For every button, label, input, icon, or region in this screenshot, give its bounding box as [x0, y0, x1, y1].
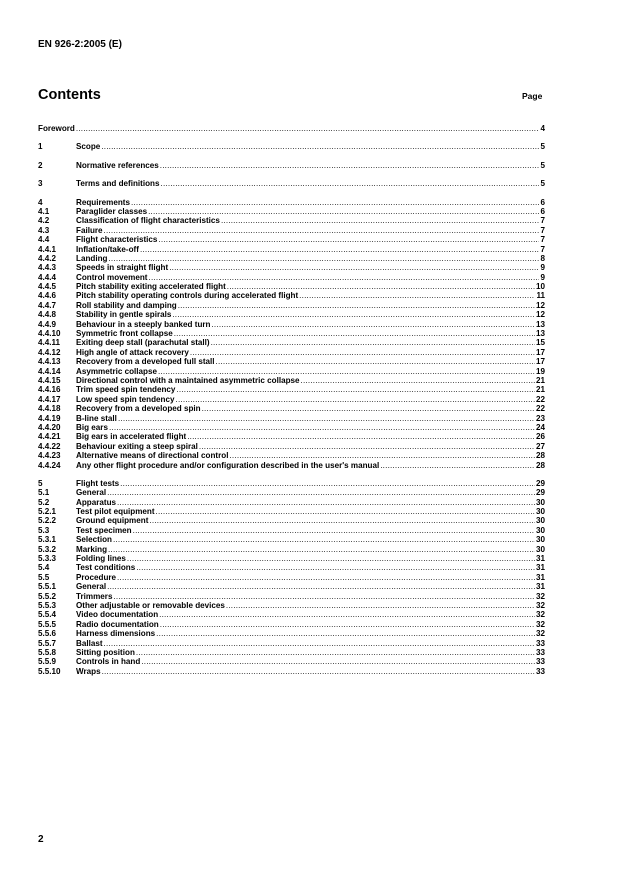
toc-entry-page: 11 — [536, 291, 545, 301]
toc-entry[interactable] — [38, 545, 545, 554]
toc-entry-page: 8 — [540, 253, 545, 263]
toc-entry-page: 19 — [535, 366, 545, 376]
toc-entry-page: 32 — [535, 610, 545, 620]
toc-entry-page: 7 — [540, 244, 545, 254]
toc-entry-title: Pitch stability exiting accelerated flight — [76, 282, 226, 292]
toc-entry-page: 30 — [535, 535, 545, 545]
toc-entry[interactable] — [38, 423, 545, 432]
toc-entry-title: Requirements — [76, 197, 130, 207]
toc-entry[interactable] — [38, 124, 545, 133]
toc-entry-number: 5.5.6 — [38, 629, 57, 639]
toc-entry[interactable] — [38, 629, 545, 638]
toc-dot-leader — [101, 142, 539, 151]
toc-entry-number: 4.4.6 — [38, 291, 57, 301]
toc-dot-leader — [158, 367, 535, 376]
toc-dot-leader — [136, 563, 535, 572]
toc-entry[interactable] — [38, 498, 545, 507]
toc-dot-leader — [120, 479, 535, 488]
toc-entry[interactable] — [38, 554, 545, 563]
toc-dot-leader — [117, 573, 535, 582]
toc-entry-page: 7 — [540, 225, 545, 235]
toc-entry[interactable] — [38, 357, 545, 366]
toc-dot-leader — [131, 198, 540, 207]
toc-entry-number: 5.4 — [38, 563, 50, 573]
toc-entry-page: 5 — [540, 179, 545, 189]
toc-entry[interactable] — [38, 620, 545, 629]
toc-entry[interactable] — [38, 563, 545, 572]
toc-entry-number: 5.2 — [38, 497, 50, 507]
toc-entry[interactable] — [38, 329, 545, 338]
toc-entry-page: 29 — [535, 488, 545, 498]
toc-entry[interactable] — [38, 582, 545, 591]
toc-entry-number: 4.4.14 — [38, 366, 61, 376]
toc-entry-number: 4.3 — [38, 225, 50, 235]
toc-entry[interactable] — [38, 245, 545, 254]
toc-entry-title: Radio documentation — [76, 619, 159, 629]
toc-entry-page: 31 — [535, 582, 545, 592]
toc-entry-number: 5.5.4 — [38, 610, 57, 620]
toc-entry-title: Flight tests — [76, 478, 120, 488]
toc-entry-title: Recovery from a developed full stall — [76, 357, 215, 367]
toc-entry-page: 33 — [535, 647, 545, 657]
toc-entry-page: 7 — [540, 216, 545, 226]
toc-entry-title: Test pilot equipment — [76, 507, 155, 517]
toc-entry[interactable] — [38, 273, 545, 282]
toc-entry[interactable] — [38, 488, 545, 497]
toc-entry-title: Paraglider classes — [76, 206, 148, 216]
toc-entry[interactable] — [38, 367, 545, 376]
toc-dot-leader — [158, 235, 539, 244]
toc-entry[interactable] — [38, 320, 545, 329]
toc-entry-page: 26 — [535, 432, 545, 442]
toc-dot-leader — [299, 291, 535, 300]
toc-entry-page: 7 — [540, 235, 545, 245]
toc-entry-page: 4 — [540, 124, 545, 133]
toc-entry[interactable] — [38, 657, 545, 666]
toc-dot-leader — [216, 357, 535, 366]
toc-entry-title: Controls in hand — [76, 657, 141, 667]
toc-entry[interactable] — [38, 507, 545, 516]
toc-entry-page: 5 — [540, 142, 545, 152]
toc-entry[interactable] — [38, 573, 545, 582]
toc-entry-title: Alternative means of directional control — [76, 451, 229, 461]
toc-entry-title: Wraps — [76, 666, 101, 676]
toc-entry-title: Foreword — [38, 124, 75, 133]
toc-entry-title: Roll stability and damping — [76, 300, 177, 310]
toc-entry[interactable] — [38, 526, 545, 535]
toc-entry-title: Symmetric front collapse — [76, 329, 173, 339]
toc-entry-title: General — [76, 488, 107, 498]
toc-entry-page: 22 — [535, 394, 545, 404]
toc-entry[interactable] — [38, 348, 545, 357]
toc-entry-number: 4.4.8 — [38, 310, 57, 320]
toc-entry-page: 24 — [535, 422, 545, 432]
toc-entry-page: 10 — [535, 282, 545, 292]
toc-entry-title: Ground equipment — [76, 516, 149, 526]
toc-entry[interactable] — [38, 198, 545, 207]
toc-entry-page: 30 — [535, 507, 545, 517]
toc-dot-leader — [113, 592, 535, 601]
toc-entry-title: Low speed spin tendency — [76, 394, 175, 404]
toc-entry-number: 4.4.5 — [38, 282, 57, 292]
toc-entry-number: 4.4.3 — [38, 263, 57, 273]
toc-dot-leader — [199, 442, 535, 451]
toc-entry-page: 12 — [535, 310, 545, 320]
toc-dot-leader — [178, 301, 535, 310]
toc-entry-number: 5.3 — [38, 525, 50, 535]
toc-entry-title: Pitch stability operating controls during accelerated flight — [76, 291, 299, 301]
toc-entry-page: 31 — [535, 572, 545, 582]
toc-entry-page: 17 — [535, 357, 545, 367]
toc-entry[interactable] — [38, 226, 545, 235]
toc-entry[interactable] — [38, 207, 545, 216]
page-column-label: Page — [522, 91, 543, 101]
toc-entry-page: 30 — [535, 497, 545, 507]
toc-entry-number: 4.2 — [38, 216, 50, 226]
toc-entry-title: Other adjustable or removable devices — [76, 600, 225, 610]
toc-dot-leader — [221, 216, 540, 225]
toc-entry[interactable] — [38, 479, 545, 488]
toc-entry[interactable] — [38, 442, 545, 451]
toc-dot-leader — [102, 667, 535, 676]
toc-entry[interactable] — [38, 235, 545, 244]
toc-entry-title: Terms and definitions — [76, 179, 160, 189]
toc-dot-leader — [109, 423, 535, 432]
page-number: 2 — [38, 834, 44, 845]
toc-entry-number: 5.3.1 — [38, 535, 57, 545]
toc-entry[interactable] — [38, 282, 545, 291]
toc-entry-number: 5.5.8 — [38, 647, 57, 657]
toc-entry-title: Sitting position — [76, 647, 135, 657]
toc-entry-title: Big ears — [76, 422, 108, 432]
toc-entry-number: 4.4.12 — [38, 347, 61, 357]
toc-entry-page: 32 — [535, 600, 545, 610]
toc-entry-number: 3 — [38, 179, 43, 189]
toc-entry-title: Selection — [76, 535, 112, 545]
toc-entry-page: 21 — [535, 385, 545, 395]
toc-entry-number: 4.4.4 — [38, 272, 57, 282]
toc-dot-leader — [107, 488, 535, 497]
toc-entry-page: 15 — [535, 338, 545, 348]
toc-entry-page: 21 — [535, 375, 545, 385]
toc-entry-number: 5.3.3 — [38, 554, 57, 564]
toc-dot-leader — [140, 245, 540, 254]
toc-entry-number: 4.4.23 — [38, 451, 61, 461]
toc-entry-title: Stability in gentle spirals — [76, 310, 172, 320]
toc-entry-number: 5.5.9 — [38, 657, 57, 667]
toc-entry[interactable] — [38, 404, 545, 413]
toc-dot-leader — [160, 620, 535, 629]
toc-entry-title: General — [76, 582, 107, 592]
toc-entry-number: 5.2.2 — [38, 516, 57, 526]
toc-entry-title: Recovery from a developed spin — [76, 404, 201, 414]
toc-entry[interactable] — [38, 639, 545, 648]
toc-entry-title: Any other flight procedure and/or configuration described in the user's manual — [76, 460, 380, 470]
toc-entry[interactable] — [38, 395, 545, 404]
toc-entry-title: Failure — [76, 225, 103, 235]
toc-dot-leader — [187, 432, 535, 441]
toc-dot-leader — [159, 610, 535, 619]
toc-dot-leader — [149, 516, 535, 525]
toc-dot-leader — [169, 263, 539, 272]
toc-entry-title: Inflation/take-off — [76, 244, 139, 254]
toc-dot-leader — [136, 648, 535, 657]
toc-entry-number: 4.4.24 — [38, 460, 61, 470]
table-of-contents — [38, 124, 545, 676]
toc-entry-number: 4.4.9 — [38, 319, 57, 329]
toc-entry-title: Apparatus — [76, 497, 117, 507]
toc-entry-title: Ballast — [76, 638, 103, 648]
toc-dot-leader — [133, 526, 535, 535]
toc-entry[interactable] — [38, 414, 545, 423]
toc-entry[interactable] — [38, 376, 545, 385]
toc-dot-leader — [160, 161, 540, 170]
toc-entry-page: 30 — [535, 544, 545, 554]
toc-entry-number: 4.4.22 — [38, 441, 61, 451]
toc-entry-number: 2 — [38, 160, 43, 170]
toc-dot-leader — [174, 329, 535, 338]
toc-entry[interactable] — [38, 592, 545, 601]
toc-entry-number: 5.5.7 — [38, 638, 57, 648]
toc-entry-page: 33 — [535, 666, 545, 676]
toc-entry-title: Procedure — [76, 572, 117, 582]
toc-entry[interactable] — [38, 161, 545, 170]
toc-entry-title: Control movement — [76, 272, 148, 282]
toc-entry-title: Scope — [76, 142, 101, 152]
toc-entry[interactable] — [38, 179, 545, 188]
toc-entry-number: 5.5.10 — [38, 666, 61, 676]
toc-dot-leader — [127, 554, 535, 563]
toc-entry-title: Behaviour exiting a steep spiral — [76, 441, 198, 451]
contents-title: Contents — [38, 87, 101, 103]
toc-entry-page: 13 — [535, 329, 545, 339]
toc-entry-number: 5.2.1 — [38, 507, 57, 517]
toc-dot-leader — [141, 657, 535, 666]
toc-entry-page: 6 — [540, 197, 545, 207]
toc-dot-leader — [156, 629, 535, 638]
toc-entry-page: 30 — [535, 516, 545, 526]
toc-entry[interactable] — [38, 338, 545, 347]
toc-dot-leader — [104, 226, 540, 235]
toc-entry[interactable] — [38, 310, 545, 319]
toc-entry-title: Big ears in accelerated flight — [76, 432, 187, 442]
toc-entry-number: 4.4.16 — [38, 385, 61, 395]
toc-entry-page: 5 — [540, 160, 545, 170]
toc-entry-page: 33 — [535, 657, 545, 667]
toc-entry-page: 23 — [535, 413, 545, 423]
toc-entry-number: 5.5.1 — [38, 582, 57, 592]
toc-dot-leader — [226, 601, 535, 610]
toc-entry-title: Directional control with a maintained asymmetric collapse — [76, 375, 300, 385]
toc-dot-leader — [149, 273, 540, 282]
toc-entry-number: 4.4.11 — [38, 338, 61, 348]
toc-entry[interactable] — [38, 667, 545, 676]
toc-entry-title: Asymmetric collapse — [76, 366, 157, 376]
toc-entry-number: 4.4.15 — [38, 375, 61, 385]
toc-entry[interactable] — [38, 291, 545, 300]
toc-dot-leader — [118, 414, 535, 423]
toc-entry-page: 22 — [535, 404, 545, 414]
toc-dot-leader — [211, 320, 535, 329]
toc-entry-page: 6 — [540, 206, 545, 216]
toc-entry-title: Marking — [76, 544, 108, 554]
toc-dot-leader — [176, 395, 535, 404]
toc-dot-leader — [108, 254, 539, 263]
toc-dot-leader — [104, 639, 535, 648]
toc-entry[interactable] — [38, 432, 545, 441]
toc-entry-number: 5.3.2 — [38, 544, 57, 554]
toc-entry-title: B-line stall — [76, 413, 117, 423]
toc-entry-page: 13 — [535, 319, 545, 329]
toc-entry[interactable] — [38, 610, 545, 619]
toc-dot-leader — [76, 124, 540, 133]
toc-entry-title: Flight characteristics — [76, 235, 158, 245]
toc-entry-page: 12 — [535, 300, 545, 310]
toc-entry-number: 4.4.1 — [38, 244, 57, 254]
toc-dot-leader — [301, 376, 535, 385]
toc-entry-page: 32 — [535, 591, 545, 601]
toc-dot-leader — [190, 348, 535, 357]
toc-dot-leader — [117, 498, 535, 507]
toc-entry[interactable] — [38, 263, 545, 272]
toc-entry-number: 4.4.7 — [38, 300, 57, 310]
toc-entry-number: 4.4.19 — [38, 413, 61, 423]
toc-dot-leader — [156, 507, 535, 516]
toc-entry[interactable] — [38, 142, 545, 151]
document-id: EN 926-2:2005 (E) — [38, 39, 122, 50]
toc-dot-leader — [107, 582, 535, 591]
toc-entry[interactable] — [38, 451, 545, 460]
toc-entry[interactable] — [38, 648, 545, 657]
toc-entry-title: Normative references — [76, 160, 159, 170]
toc-entry[interactable] — [38, 516, 545, 525]
toc-entry-number: 4.4.13 — [38, 357, 61, 367]
toc-entry-page: 31 — [535, 554, 545, 564]
toc-entry-title: High angle of attack recovery — [76, 347, 189, 357]
toc-entry-title: Trim speed spin tendency — [76, 385, 176, 395]
toc-entry-number: 4.4.18 — [38, 404, 61, 414]
toc-entry-page: 32 — [535, 619, 545, 629]
toc-dot-leader — [108, 545, 535, 554]
toc-entry-page: 29 — [535, 478, 545, 488]
toc-entry-number: 4 — [38, 197, 43, 207]
toc-entry-page: 9 — [540, 272, 545, 282]
toc-entry-page: 30 — [535, 525, 545, 535]
toc-entry-number: 1 — [38, 142, 43, 152]
toc-entry-title: Folding lines — [76, 554, 126, 564]
toc-entry-title: Speeds in straight flight — [76, 263, 169, 273]
toc-entry[interactable] — [38, 461, 545, 470]
toc-entry-page: 9 — [540, 263, 545, 273]
toc-entry-title: Video documentation — [76, 610, 159, 620]
toc-entry-number: 5.1 — [38, 488, 50, 498]
toc-entry[interactable] — [38, 254, 545, 263]
toc-entry-title: Trimmers — [76, 591, 113, 601]
toc-entry-page: 27 — [535, 441, 545, 451]
toc-entry-title: Classification of flight characteristics — [76, 216, 220, 226]
toc-entry-page: 33 — [535, 638, 545, 648]
toc-entry-title: Exiting deep stall (parachutal stall) — [76, 338, 210, 348]
toc-dot-leader — [176, 385, 535, 394]
toc-entry[interactable] — [38, 301, 545, 310]
toc-entry-number: 4.4.2 — [38, 253, 57, 263]
toc-dot-leader — [211, 338, 535, 347]
toc-dot-leader — [229, 451, 535, 460]
toc-entry-number: 4.4.21 — [38, 432, 61, 442]
toc-entry[interactable] — [38, 216, 545, 225]
toc-entry-number: 4.4.17 — [38, 394, 61, 404]
toc-entry-number: 5.5.5 — [38, 619, 57, 629]
toc-entry[interactable] — [38, 535, 545, 544]
toc-entry-number: 4.4 — [38, 235, 50, 245]
toc-entry[interactable] — [38, 385, 545, 394]
toc-dot-leader — [380, 461, 535, 470]
toc-entry-number: 4.4.20 — [38, 422, 61, 432]
toc-dot-leader — [227, 282, 535, 291]
toc-dot-leader — [148, 207, 539, 216]
toc-entry-title: Harness dimensions — [76, 629, 156, 639]
toc-entry-page: 28 — [535, 451, 545, 461]
toc-entry-page: 31 — [535, 563, 545, 573]
toc-entry-title: Test conditions — [76, 563, 136, 573]
toc-entry-number: 4.4.10 — [38, 329, 61, 339]
toc-entry-page: 17 — [535, 347, 545, 357]
toc-entry-number: 5.5.2 — [38, 591, 57, 601]
toc-entry-page: 32 — [535, 629, 545, 639]
toc-dot-leader — [161, 179, 540, 188]
toc-entry-number: 4.1 — [38, 206, 50, 216]
toc-entry-title: Behaviour in a steeply banked turn — [76, 319, 211, 329]
toc-entry[interactable] — [38, 601, 545, 610]
toc-dot-leader — [172, 310, 535, 319]
toc-entry-title: Landing — [76, 253, 108, 263]
toc-dot-leader — [202, 404, 535, 413]
toc-entry-page: 28 — [535, 460, 545, 470]
toc-entry-title: Test specimen — [76, 525, 132, 535]
toc-entry-number: 5.5.3 — [38, 600, 57, 610]
toc-entry-number: 5.5 — [38, 572, 50, 582]
toc-entry-number: 5 — [38, 478, 43, 488]
toc-dot-leader — [113, 535, 535, 544]
